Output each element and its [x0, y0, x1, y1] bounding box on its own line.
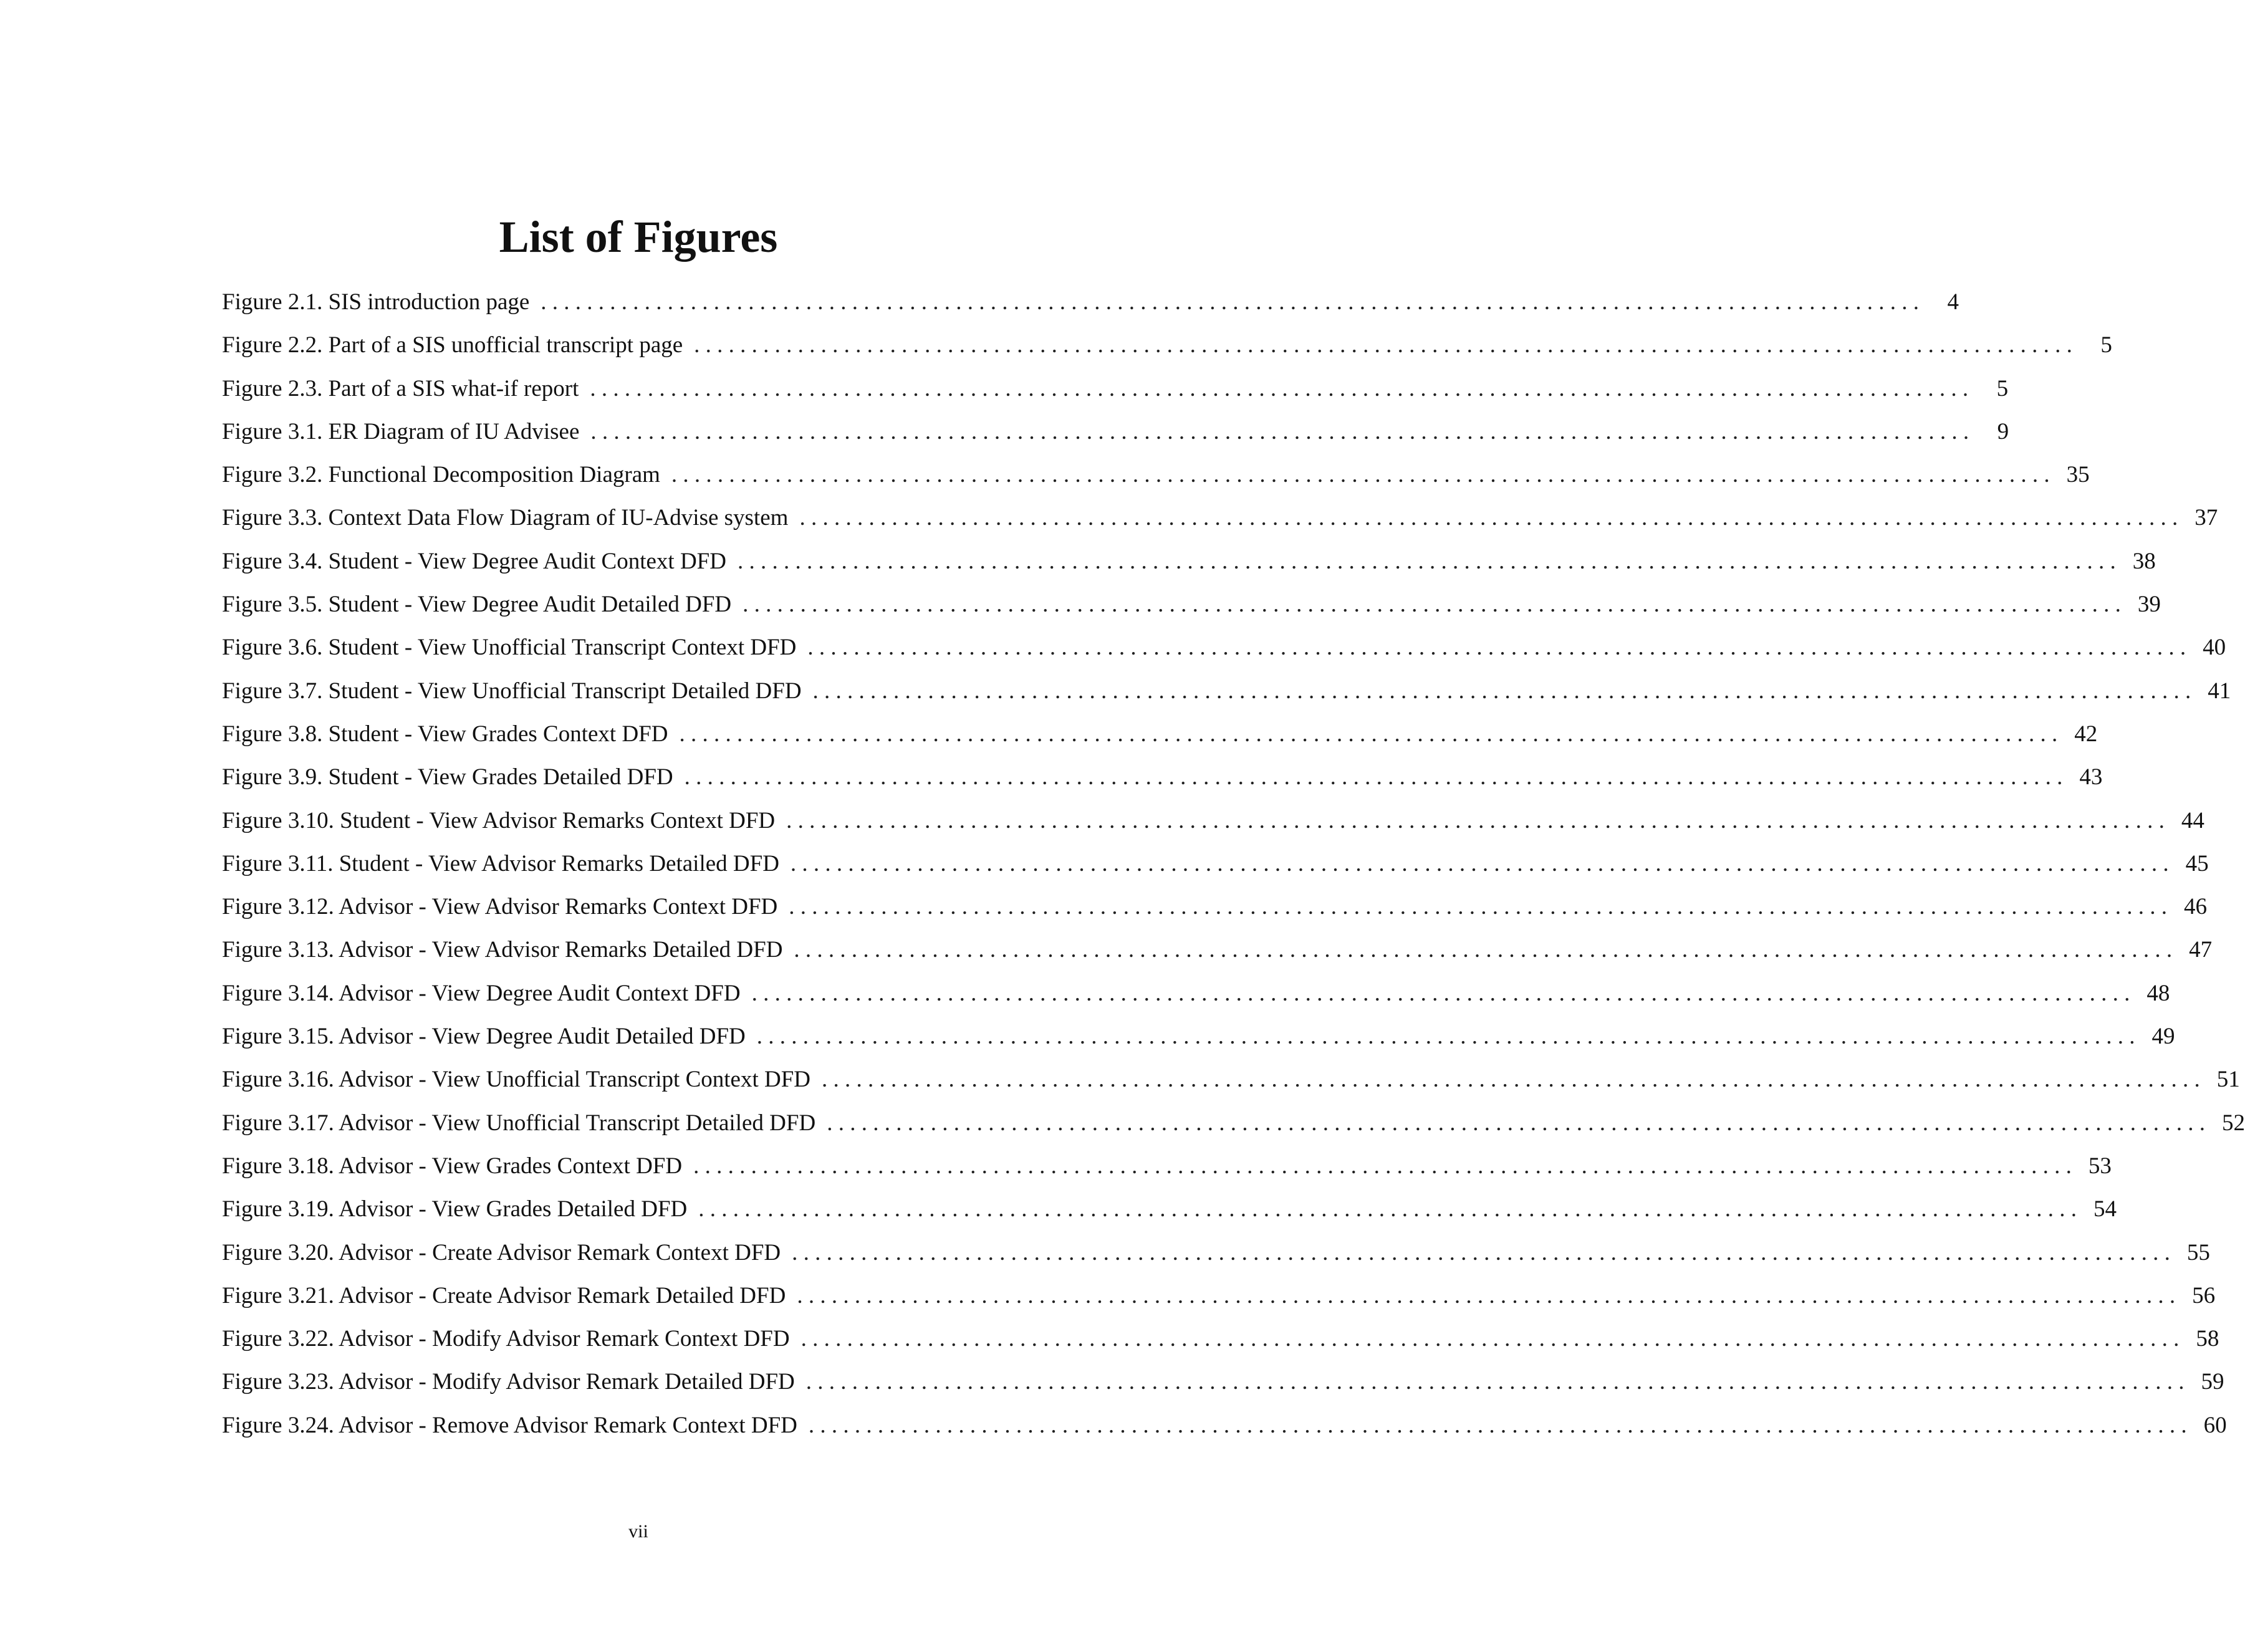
- figure-caption: Advisor - View Degree Audit Detailed DFD: [339, 1024, 746, 1050]
- figure-number: Figure 3.7.: [222, 678, 323, 704]
- figure-page-number: 41: [2208, 678, 2231, 704]
- dot-leader: . . . . . . . . . . . . . . . . . . . . . . . . . . . . . . . . . . . . . . . . . . . . . . . . . . . . . . . . . . . . . . . . . . . . . . . . . . . . . . . . . . . . . . . . . . . . . . . . . . . . . . . . . . . . . . . . . . . . . . . .: [786, 807, 2165, 833]
- figure-page-number: 60: [2203, 1412, 2227, 1438]
- dot-leader: . . . . . . . . . . . . . . . . . . . . . . . . . . . . . . . . . . . . . . . . . . . . . . . . . . . . . . . . . . . . . . . . . . . . . . . . . . . . . . . . . . . . . . . . . . . . . . . . . . . . . . . . . . . . . . . . . . . . . . . .: [737, 548, 2116, 574]
- figure-page-number: 48: [2146, 980, 2170, 1006]
- figure-caption: Advisor - View Advisor Remarks Detailed DFD: [339, 937, 783, 963]
- figure-page-number: 35: [2066, 462, 2090, 488]
- figure-page-number: 45: [2185, 850, 2209, 876]
- dot-leader: . . . . . . . . . . . . . . . . . . . . . . . . . . . . . . . . . . . . . . . . . . . . . . . . . . . . . . . . . . . . . . . . . . . . . . . . . . . . . . . . . . . . . . . . . . . . . . . . . . . . . . . . . . . . . . . . . . . . . . . .: [693, 1153, 2072, 1179]
- figure-page-number: 9: [1997, 418, 2009, 444]
- figure-page-number: 44: [2181, 807, 2204, 833]
- figure-caption: Advisor - Modify Advisor Remark Detailed DFD: [339, 1369, 795, 1395]
- dot-leader: . . . . . . . . . . . . . . . . . . . . . . . . . . . . . . . . . . . . . . . . . . . . . . . . . . . . . . . . . . . . . . . . . . . . . . . . . . . . . . . . . . . . . . . . . . . . . . . . . . . . . . . . . . . . . . . . . . . . . . . .: [799, 505, 2178, 531]
- figure-caption: Student - View Degree Audit Detailed DFD: [328, 592, 732, 618]
- toc-entry-label: [222, 1198, 687, 1221]
- figure-page-number: 5: [2100, 332, 2112, 358]
- figure-caption: Advisor - Modify Advisor Remark Context DFD: [339, 1326, 790, 1352]
- figure-caption: Student - View Degree Audit Context DFD: [328, 548, 726, 574]
- figure-caption: SIS introduction page: [328, 289, 530, 315]
- dot-leader: . . . . . . . . . . . . . . . . . . . . . . . . . . . . . . . . . . . . . . . . . . . . . . . . . . . . . . . . . . . . . . . . . . . . . . . . . . . . . . . . . . . . . . . . . . . . . . . . . . . . . . . . . . . . . . . . . . . . . . . .: [792, 1239, 2170, 1265]
- dot-leader: . . . . . . . . . . . . . . . . . . . . . . . . . . . . . . . . . . . . . . . . . . . . . . . . . . . . . . . . . . . . . . . . . . . . . . . . . . . . . . . . . . . . . . . . . . . . . . . . . . . . . . . . . . . . . . . . . . . . . . . .: [756, 1024, 2135, 1050]
- figure-caption: Advisor - View Unofficial Transcript Detailed DFD: [339, 1110, 816, 1136]
- toc-entry-label: [222, 1370, 795, 1393]
- dot-leader: . . . . . . . . . . . . . . . . . . . . . . . . . . . . . . . . . . . . . . . . . . . . . . . . . . . . . . . . . . . . . . . . . . . . . . . . . . . . . . . . . . . . . . . . . . . . . . . . . . . . . . . . . . . . . . . . . . . . . . . .: [590, 375, 1969, 401]
- toc-entry-label: [222, 420, 579, 443]
- toc-entry: [222, 1110, 2245, 1155]
- dot-leader: . . . . . . . . . . . . . . . . . . . . . . . . . . . . . . . . . . . . . . . . . . . . . . . . . . . . . . . . . . . . . . . . . . . . . . . . . . . . . . . . . . . . . . . . . . . . . . . . . . . . . . . . . . . . . . . . . . . . . . . .: [822, 1067, 2200, 1093]
- figure-caption: Advisor - Create Advisor Remark Context DFD: [339, 1239, 781, 1265]
- toc-entry-label: [222, 636, 796, 659]
- figure-caption: Advisor - Remove Advisor Remark Context DFD: [339, 1412, 797, 1438]
- toc-entry: [222, 1067, 2240, 1111]
- toc-entry-label: [222, 1284, 786, 1307]
- figure-number: Figure 3.15.: [222, 1024, 334, 1050]
- dot-leader: . . . . . . . . . . . . . . . . . . . . . . . . . . . . . . . . . . . . . . . . . . . . . . . . . . . . . . . . . . . . . . . . . . . . . . . . . . . . . . . . . . . . . . . . . . . . . . . . . . . . . . . . . . . . . . . . . . . . . . . .: [671, 462, 2050, 488]
- figure-number: Figure 3.6.: [222, 635, 323, 661]
- figure-page-number: 56: [2192, 1282, 2216, 1309]
- figure-number: Figure 3.22.: [222, 1326, 334, 1352]
- toc-entry-label: [222, 1112, 815, 1135]
- figure-caption: Part of a SIS what-if report: [328, 375, 579, 401]
- figure-caption: Advisor - View Unofficial Transcript Context DFD: [339, 1067, 811, 1093]
- figure-page-number: 4: [1947, 289, 1959, 315]
- page-number: vii: [628, 1521, 648, 1542]
- figure-number: Figure 3.21.: [222, 1282, 334, 1309]
- figure-page-number: 47: [2189, 937, 2213, 963]
- dot-leader: . . . . . . . . . . . . . . . . . . . . . . . . . . . . . . . . . . . . . . . . . . . . . . . . . . . . . . . . . . . . . . . . . . . . . . . . . . . . . . . . . . . . . . . . . . . . . . . . . . . . . . . . . . . . . . . . . . . . . . . .: [797, 1282, 2176, 1309]
- figure-caption: Advisor - View Grades Context DFD: [339, 1153, 683, 1179]
- figure-page-number: 52: [2221, 1110, 2245, 1136]
- toc-entry: [222, 548, 2156, 593]
- figure-page-number: 49: [2151, 1024, 2175, 1050]
- toc-entry: [222, 462, 2090, 506]
- figure-number: Figure 2.1.: [222, 289, 323, 315]
- dot-leader: . . . . . . . . . . . . . . . . . . . . . . . . . . . . . . . . . . . . . . . . . . . . . . . . . . . . . . . . . . . . . . . . . . . . . . . . . . . . . . . . . . . . . . . . . . . . . . . . . . . . . . . . . . . . . . . . . . . . . . . .: [590, 418, 1969, 444]
- dot-leader: . . . . . . . . . . . . . . . . . . . . . . . . . . . . . . . . . . . . . . . . . . . . . . . . . . . . . . . . . . . . . . . . . . . . . . . . . . . . . . . . . . . . . . . . . . . . . . . . . . . . . . . . . . . . . . . . . . . . . . . .: [679, 721, 2058, 747]
- toc-entry-label: [222, 723, 668, 746]
- toc-entry-label: [222, 809, 775, 832]
- toc-entry-label: [222, 291, 529, 314]
- toc-entry: [222, 1196, 2117, 1241]
- figure-caption: Student - View Unofficial Transcript Detailed DFD: [328, 678, 802, 704]
- toc-entry: [222, 1326, 2219, 1370]
- dot-leader: . . . . . . . . . . . . . . . . . . . . . . . . . . . . . . . . . . . . . . . . . . . . . . . . . . . . . . . . . . . . . . . . . . . . . . . . . . . . . . . . . . . . . . . . . . . . . . . . . . . . . . . . . . . . . . . . . . . . . . . .: [789, 894, 2168, 920]
- figure-number: Figure 3.11.: [222, 850, 334, 876]
- dot-leader: . . . . . . . . . . . . . . . . . . . . . . . . . . . . . . . . . . . . . . . . . . . . . . . . . . . . . . . . . . . . . . . . . . . . . . . . . . . . . . . . . . . . . . . . . . . . . . . . . . . . . . . . . . . . . . . . . . . . . . . .: [684, 764, 2063, 790]
- toc-entry: [222, 418, 2009, 463]
- toc-entry-label: [222, 1025, 746, 1048]
- dot-leader: . . . . . . . . . . . . . . . . . . . . . . . . . . . . . . . . . . . . . . . . . . . . . . . . . . . . . . . . . . . . . . . . . . . . . . . . . . . . . . . . . . . . . . . . . . . . . . . . . . . . . . . . . . . . . . . . . . . . . . . .: [827, 1110, 2205, 1136]
- figure-page-number: 5: [1996, 375, 2009, 401]
- figure-page-number: 37: [2195, 505, 2218, 531]
- toc-entry: [222, 332, 2112, 377]
- figure-caption: Advisor - View Advisor Remarks Context DFD: [339, 894, 778, 920]
- toc-entry: [222, 1282, 2216, 1327]
- figure-number: Figure 2.2.: [222, 332, 323, 358]
- toc-entry-label: [222, 506, 788, 529]
- figure-number: Figure 3.4.: [222, 548, 323, 574]
- figure-page-number: 40: [2203, 635, 2226, 661]
- toc-entry: [222, 1024, 2175, 1068]
- figure-number: Figure 3.18.: [222, 1153, 334, 1179]
- figure-number: Figure 3.5.: [222, 592, 323, 618]
- toc-entry: [222, 850, 2209, 895]
- figure-number: Figure 3.1.: [222, 418, 323, 444]
- figure-page-number: 58: [2196, 1326, 2219, 1352]
- figure-number: Figure 3.17.: [222, 1110, 334, 1136]
- dot-leader: . . . . . . . . . . . . . . . . . . . . . . . . . . . . . . . . . . . . . . . . . . . . . . . . . . . . . . . . . . . . . . . . . . . . . . . . . . . . . . . . . . . . . . . . . . . . . . . . . . . . . . . . . . . . . . . . . . . . . . . .: [794, 937, 2173, 963]
- figure-caption: Advisor - View Grades Detailed DFD: [339, 1196, 688, 1222]
- figure-caption: Student - View Advisor Remarks Detailed DFD: [339, 850, 779, 876]
- dot-leader: . . . . . . . . . . . . . . . . . . . . . . . . . . . . . . . . . . . . . . . . . . . . . . . . . . . . . . . . . . . . . . . . . . . . . . . . . . . . . . . . . . . . . . . . . . . . . . . . . . . . . . . . . . . . . . . . . . . . . . . .: [805, 1369, 2185, 1395]
- toc-entry: [222, 764, 2103, 809]
- figure-number: Figure 3.23.: [222, 1369, 334, 1395]
- toc-entry-label: [222, 334, 683, 357]
- toc-entry-label: [222, 895, 777, 918]
- dot-leader: . . . . . . . . . . . . . . . . . . . . . . . . . . . . . . . . . . . . . . . . . . . . . . . . . . . . . . . . . . . . . . . . . . . . . . . . . . . . . . . . . . . . . . . . . . . . . . . . . . . . . . . . . . . . . . . . . . . . . . . .: [808, 1412, 2187, 1438]
- figure-page-number: 59: [2201, 1369, 2224, 1395]
- figure-number: Figure 3.2.: [222, 462, 323, 488]
- toc-entry: [222, 505, 2218, 549]
- dot-leader: . . . . . . . . . . . . . . . . . . . . . . . . . . . . . . . . . . . . . . . . . . . . . . . . . . . . . . . . . . . . . . . . . . . . . . . . . . . . . . . . . . . . . . . . . . . . . . . . . . . . . . . . . . . . . . . . . . . . . . . .: [812, 678, 2191, 704]
- figure-caption: Part of a SIS unofficial transcript page: [328, 332, 683, 358]
- toc-entry-label: [222, 680, 802, 703]
- toc-entry-label: [222, 377, 579, 400]
- dot-leader: . . . . . . . . . . . . . . . . . . . . . . . . . . . . . . . . . . . . . . . . . . . . . . . . . . . . . . . . . . . . . . . . . . . . . . . . . . . . . . . . . . . . . . . . . . . . . . . . . . . . . . . . . . . . . . . . . . . . . . . .: [743, 592, 2121, 618]
- toc-entry-label: [222, 766, 673, 789]
- toc-entry: [222, 1369, 2224, 1413]
- dot-leader: . . . . . . . . . . . . . . . . . . . . . . . . . . . . . . . . . . . . . . . . . . . . . . . . . . . . . . . . . . . . . . . . . . . . . . . . . . . . . . . . . . . . . . . . . . . . . . . . . . . . . . . . . . . . . . . . . . . . . . . .: [751, 980, 2130, 1006]
- toc-entry: [222, 721, 2098, 766]
- figure-number: Figure 3.14.: [222, 980, 334, 1006]
- figure-page-number: 38: [2132, 548, 2156, 574]
- toc-entry: [222, 937, 2213, 981]
- figure-number: Figure 3.24.: [222, 1412, 334, 1438]
- toc-entry-label: [222, 1327, 790, 1350]
- toc-entry-label: [222, 1241, 781, 1264]
- dot-leader: . . . . . . . . . . . . . . . . . . . . . . . . . . . . . . . . . . . . . . . . . . . . . . . . . . . . . . . . . . . . . . . . . . . . . . . . . . . . . . . . . . . . . . . . . . . . . . . . . . . . . . . . . . . . . . . . . . . . . . . .: [790, 850, 2169, 876]
- toc-entry-label: [222, 593, 731, 616]
- figure-number: Figure 3.10.: [222, 807, 334, 833]
- figure-number: Figure 3.8.: [222, 721, 323, 747]
- dot-leader: . . . . . . . . . . . . . . . . . . . . . . . . . . . . . . . . . . . . . . . . . . . . . . . . . . . . . . . . . . . . . . . . . . . . . . . . . . . . . . . . . . . . . . . . . . . . . . . . . . . . . . . . . . . . . . . . . . . . . . . .: [698, 1196, 2077, 1222]
- figure-number: Figure 3.19.: [222, 1196, 334, 1222]
- figure-caption: ER Diagram of IU Advisee: [328, 418, 580, 444]
- dot-leader: . . . . . . . . . . . . . . . . . . . . . . . . . . . . . . . . . . . . . . . . . . . . . . . . . . . . . . . . . . . . . . . . . . . . . . . . . . . . . . . . . . . . . . . . . . . . . . . . . . . . . . . . . . . . . . . . . . . . . . . .: [694, 332, 2072, 358]
- figure-caption: Student - View Unofficial Transcript Context DFD: [328, 635, 797, 661]
- figure-page-number: 51: [2216, 1067, 2240, 1093]
- figure-caption: Student - View Grades Detailed DFD: [328, 764, 673, 790]
- toc-entry-label: [222, 1414, 797, 1437]
- dot-leader: . . . . . . . . . . . . . . . . . . . . . . . . . . . . . . . . . . . . . . . . . . . . . . . . . . . . . . . . . . . . . . . . . . . . . . . . . . . . . . . . . . . . . . . . . . . . . . . . . . . . . . . . . . . . . . . . . . . . . . . .: [800, 1326, 2180, 1352]
- toc-entry-label: [222, 463, 660, 486]
- toc-entry: [222, 635, 2226, 679]
- figure-caption: Advisor - View Degree Audit Context DFD: [339, 980, 741, 1006]
- figure-caption: Student - View Advisor Remarks Context DFD: [340, 807, 776, 833]
- figure-number: Figure 3.9.: [222, 764, 323, 790]
- figure-page-number: 53: [2088, 1153, 2112, 1179]
- figure-caption: Functional Decomposition Diagram: [328, 462, 660, 488]
- figure-number: Figure 3.3.: [222, 505, 323, 531]
- page-title: List of Figures: [499, 212, 778, 262]
- figure-page-number: 43: [2079, 764, 2103, 790]
- list-of-figures: [222, 289, 2245, 1457]
- figure-page-number: 42: [2074, 721, 2098, 747]
- toc-entry-label: [222, 982, 741, 1005]
- figure-number: Figure 2.3.: [222, 375, 323, 401]
- toc-entry: [222, 980, 2170, 1025]
- figure-number: Figure 3.16.: [222, 1067, 334, 1093]
- toc-entry-label: [222, 1155, 682, 1178]
- toc-entry: [222, 289, 1959, 334]
- toc-entry: [222, 894, 2208, 938]
- toc-entry-label: [222, 550, 726, 573]
- dot-leader: . . . . . . . . . . . . . . . . . . . . . . . . . . . . . . . . . . . . . . . . . . . . . . . . . . . . . . . . . . . . . . . . . . . . . . . . . . . . . . . . . . . . . . . . . . . . . . . . . . . . . . . . . . . . . . . . . . . . . . . .: [541, 289, 1920, 315]
- figure-caption: Advisor - Create Advisor Remark Detailed DFD: [339, 1282, 786, 1309]
- toc-entry: [222, 807, 2204, 852]
- figure-page-number: 55: [2186, 1239, 2210, 1265]
- toc-entry: [222, 1412, 2227, 1457]
- figure-number: Figure 3.20.: [222, 1239, 334, 1265]
- toc-entry: [222, 1153, 2112, 1198]
- toc-entry: [222, 678, 2231, 723]
- figure-caption: Student - View Grades Context DFD: [328, 721, 668, 747]
- toc-entry: [222, 592, 2161, 636]
- toc-entry: [222, 1239, 2210, 1284]
- figure-number: Figure 3.12.: [222, 894, 334, 920]
- figure-number: Figure 3.13.: [222, 937, 334, 963]
- toc-entry: [222, 375, 2009, 420]
- toc-entry-label: [222, 938, 782, 961]
- toc-entry-label: [222, 1068, 810, 1091]
- figure-page-number: 39: [2137, 592, 2161, 618]
- dot-leader: . . . . . . . . . . . . . . . . . . . . . . . . . . . . . . . . . . . . . . . . . . . . . . . . . . . . . . . . . . . . . . . . . . . . . . . . . . . . . . . . . . . . . . . . . . . . . . . . . . . . . . . . . . . . . . . . . . . . . . . .: [807, 635, 2186, 661]
- figure-page-number: 46: [2184, 894, 2208, 920]
- figure-page-number: 54: [2094, 1196, 2117, 1222]
- toc-entry-label: [222, 852, 779, 875]
- figure-caption: Context Data Flow Diagram of IU-Advise system: [328, 505, 789, 531]
